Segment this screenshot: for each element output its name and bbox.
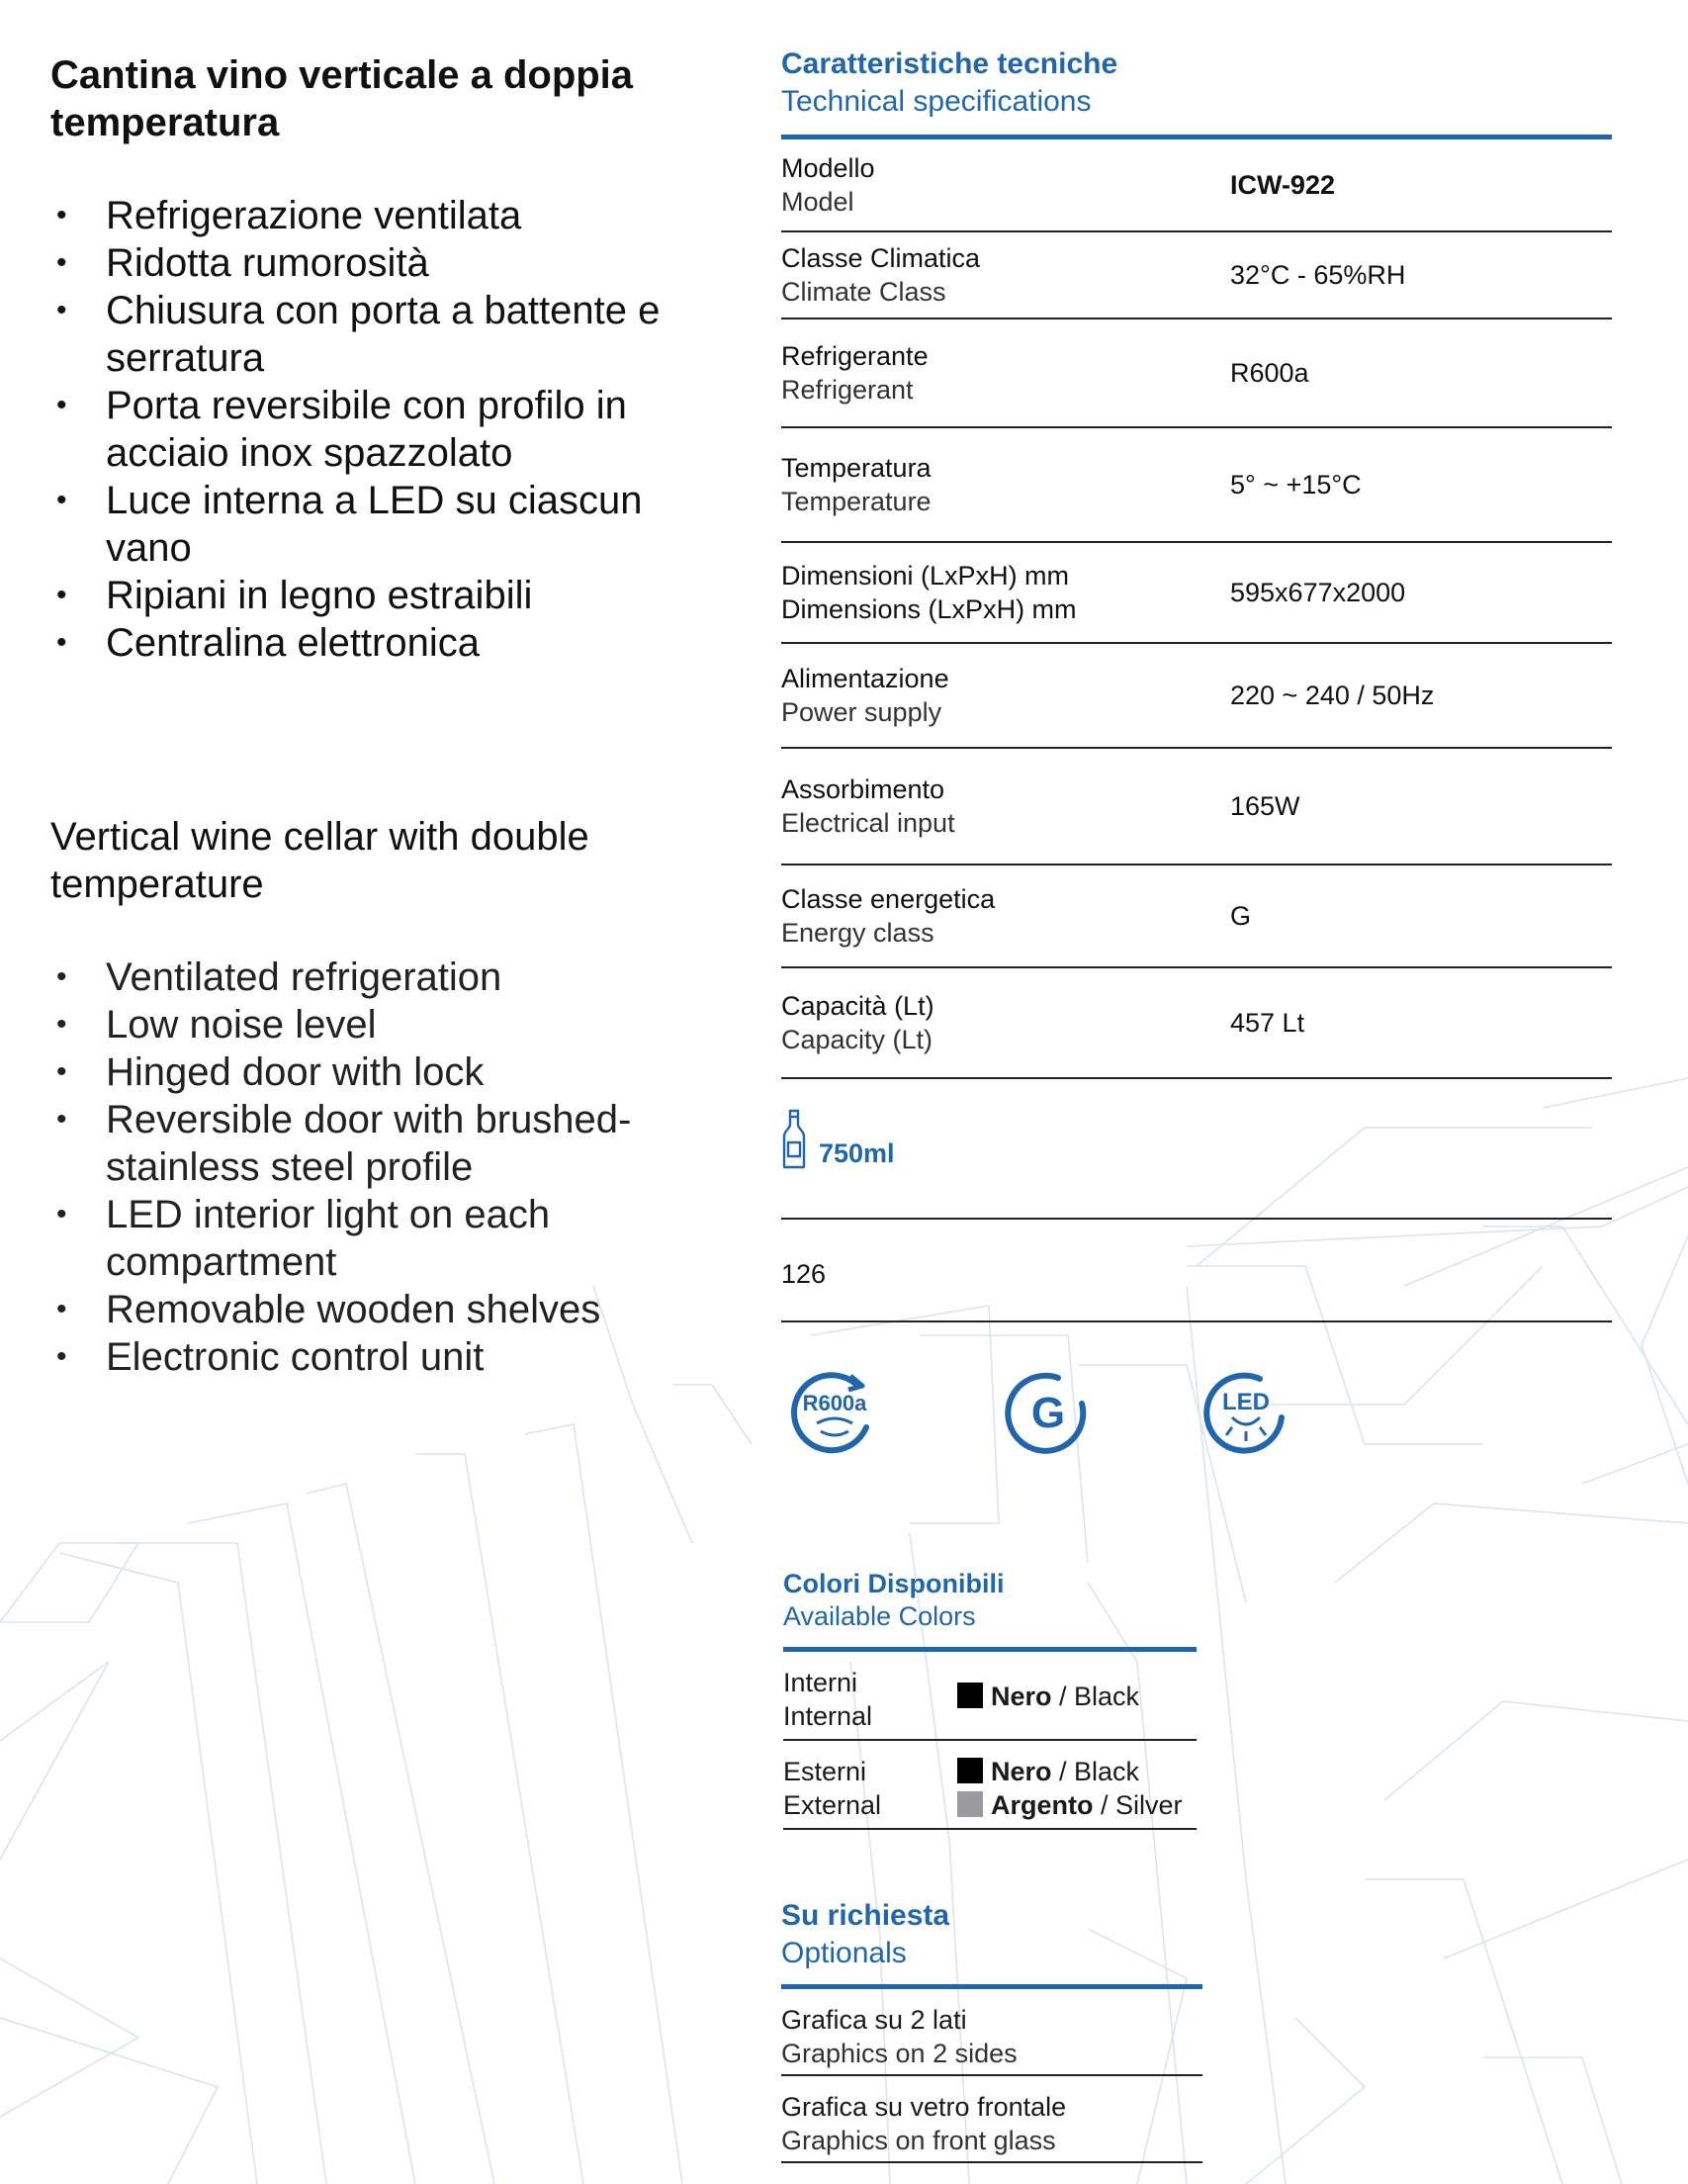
- features-list-en: [50, 954, 683, 1381]
- colors-heading-en: Available Colors: [783, 1601, 976, 1631]
- specifications-column: [781, 46, 1612, 1514]
- spec-value: 165W: [1230, 791, 1300, 821]
- spec-label-it: Dimensioni (LxPxH) mm: [781, 561, 1070, 591]
- spec-value: ICW-922: [1230, 170, 1335, 200]
- svg-text:G: G: [1030, 1389, 1066, 1437]
- feature-item: • Low noise level: [56, 1003, 377, 1046]
- feature-item: • Ridotta rumorosità: [56, 241, 429, 285]
- bottle-size-label: 750ml: [819, 1138, 895, 1168]
- feature-item: • Luce interna a LED su ciascun vano: [56, 479, 643, 570]
- svg-text:R600a: R600a: [802, 1391, 867, 1415]
- spec-row-model: [781, 139, 1612, 232]
- optional-item: Grafica su vetro frontale Graphics on front glass: [781, 2076, 1202, 2163]
- refrigerant-r600a-icon: [787, 1366, 882, 1461]
- feature-item: • Porta reversibile con profilo in acciaio inox spazzolato: [56, 384, 627, 475]
- spec-label-it: Capacità (Lt): [781, 991, 934, 1021]
- spec-table: [781, 139, 1612, 1322]
- spec-row-dimensions: [781, 543, 1612, 644]
- feature-item: • Centralina elettronica: [56, 621, 480, 665]
- spec-label-it: Alimentazione: [781, 664, 949, 693]
- spec-label-en: Temperature: [781, 487, 932, 516]
- english-description: [50, 813, 683, 1381]
- energy-class-g-icon: [1001, 1366, 1096, 1461]
- feature-item: • Refrigerazione ventilata: [56, 194, 522, 237]
- spec-label-en: Refrigerant: [781, 375, 914, 405]
- feature-item: • Ripiani in legno estraibili: [56, 574, 533, 617]
- spec-row-temperature: [781, 428, 1612, 543]
- spec-value: 457 Lt: [1230, 1008, 1305, 1038]
- spec-row-electrical-input: [781, 749, 1612, 865]
- optional-item: Grafica su 2 lati Graphics on 2 sides: [781, 1989, 1202, 2076]
- spec-label-en: Model: [781, 187, 854, 217]
- color-option-black: Nero / Black: [957, 1755, 1183, 1788]
- feature-item: • Electronic control unit: [56, 1335, 485, 1379]
- spec-label-en: Energy class: [781, 918, 934, 948]
- svg-text:LED: LED: [1222, 1389, 1270, 1415]
- spec-label-en: Climate Class: [781, 277, 946, 307]
- colors-label-en: Internal: [783, 1701, 873, 1731]
- spec-value: 220 ~ 240 / 50Hz: [1230, 681, 1435, 710]
- spec-label-en: Capacity (Lt): [781, 1025, 933, 1054]
- spec-row-energy-class: [781, 865, 1612, 968]
- spec-label-it: Assorbimento: [781, 774, 945, 804]
- bottle-capacity-row: [781, 1079, 1612, 1220]
- feature-icons: [781, 1366, 1612, 1514]
- feature-item: • Reversible door with brushed-stainless steel profile: [56, 1098, 632, 1189]
- colors-label-it: Esterni: [783, 1757, 867, 1786]
- specs-heading-it: Caratteristiche tecniche: [781, 47, 1118, 80]
- feature-item: • LED interior light on each compartment: [56, 1193, 551, 1284]
- spec-row-refrigerant: [781, 319, 1612, 428]
- feature-item: • Ventilated refrigeration: [56, 956, 502, 999]
- black-swatch: [957, 1683, 983, 1708]
- led-light-icon: [1199, 1366, 1293, 1461]
- spec-value: 595x677x2000: [1230, 578, 1406, 607]
- spec-label-it: Classe energetica: [781, 884, 996, 914]
- spec-label-it: Refrigerante: [781, 341, 929, 371]
- feature-item: • Chiusura con porta a battente e serratura: [56, 289, 661, 380]
- available-colors: [783, 1568, 1197, 1830]
- product-title-en: Vertical wine cellar with double temperature: [50, 815, 589, 906]
- feature-item: • Removable wooden shelves: [56, 1288, 601, 1331]
- spec-label-en: Dimensions (LxPxH) mm: [781, 594, 1077, 624]
- colors-heading-it: Colori Disponibili: [783, 1569, 1005, 1598]
- bottle-count-row: [781, 1220, 1612, 1322]
- spec-label-en: Electrical input: [781, 808, 955, 838]
- description-column: [50, 51, 683, 1379]
- spec-value: 5° ~ +15°C: [1230, 470, 1362, 500]
- product-title-it: Cantina vino verticale a doppia temperatura: [50, 53, 634, 144]
- spec-value: G: [1230, 901, 1252, 931]
- colors-row-internal: [783, 1652, 1197, 1741]
- spec-label-it: Classe Climatica: [781, 243, 981, 273]
- spec-row-power-supply: [781, 644, 1612, 749]
- color-option-black: Nero / Black: [957, 1680, 1139, 1713]
- spec-label-en: Power supply: [781, 697, 942, 727]
- colors-label-it: Interni: [783, 1668, 858, 1697]
- spec-label-it: Modello: [781, 153, 875, 183]
- spec-value: 32°C - 65%RH: [1230, 260, 1406, 290]
- bottle-icon: [781, 1109, 807, 1170]
- black-swatch: [957, 1758, 983, 1783]
- optionals-heading-it: Su richiesta: [781, 1899, 950, 1932]
- feature-item: • Hinged door with lock: [56, 1050, 485, 1094]
- features-list-it: [50, 192, 683, 667]
- silver-swatch: [957, 1791, 983, 1817]
- bottle-count-value: 126: [781, 1259, 827, 1289]
- spec-row-capacity: [781, 968, 1612, 1079]
- color-option-silver: Argento / Silver: [957, 1788, 1183, 1822]
- spec-label-it: Temperatura: [781, 453, 932, 483]
- optionals: [781, 1897, 1202, 2163]
- spec-value: R600a: [1230, 358, 1309, 388]
- specs-heading-en: Technical specifications: [781, 85, 1092, 118]
- spec-row-climate-class: [781, 232, 1612, 319]
- colors-row-external: [783, 1741, 1197, 1830]
- colors-label-en: External: [783, 1790, 882, 1820]
- optionals-heading-en: Optionals: [781, 1937, 907, 1969]
